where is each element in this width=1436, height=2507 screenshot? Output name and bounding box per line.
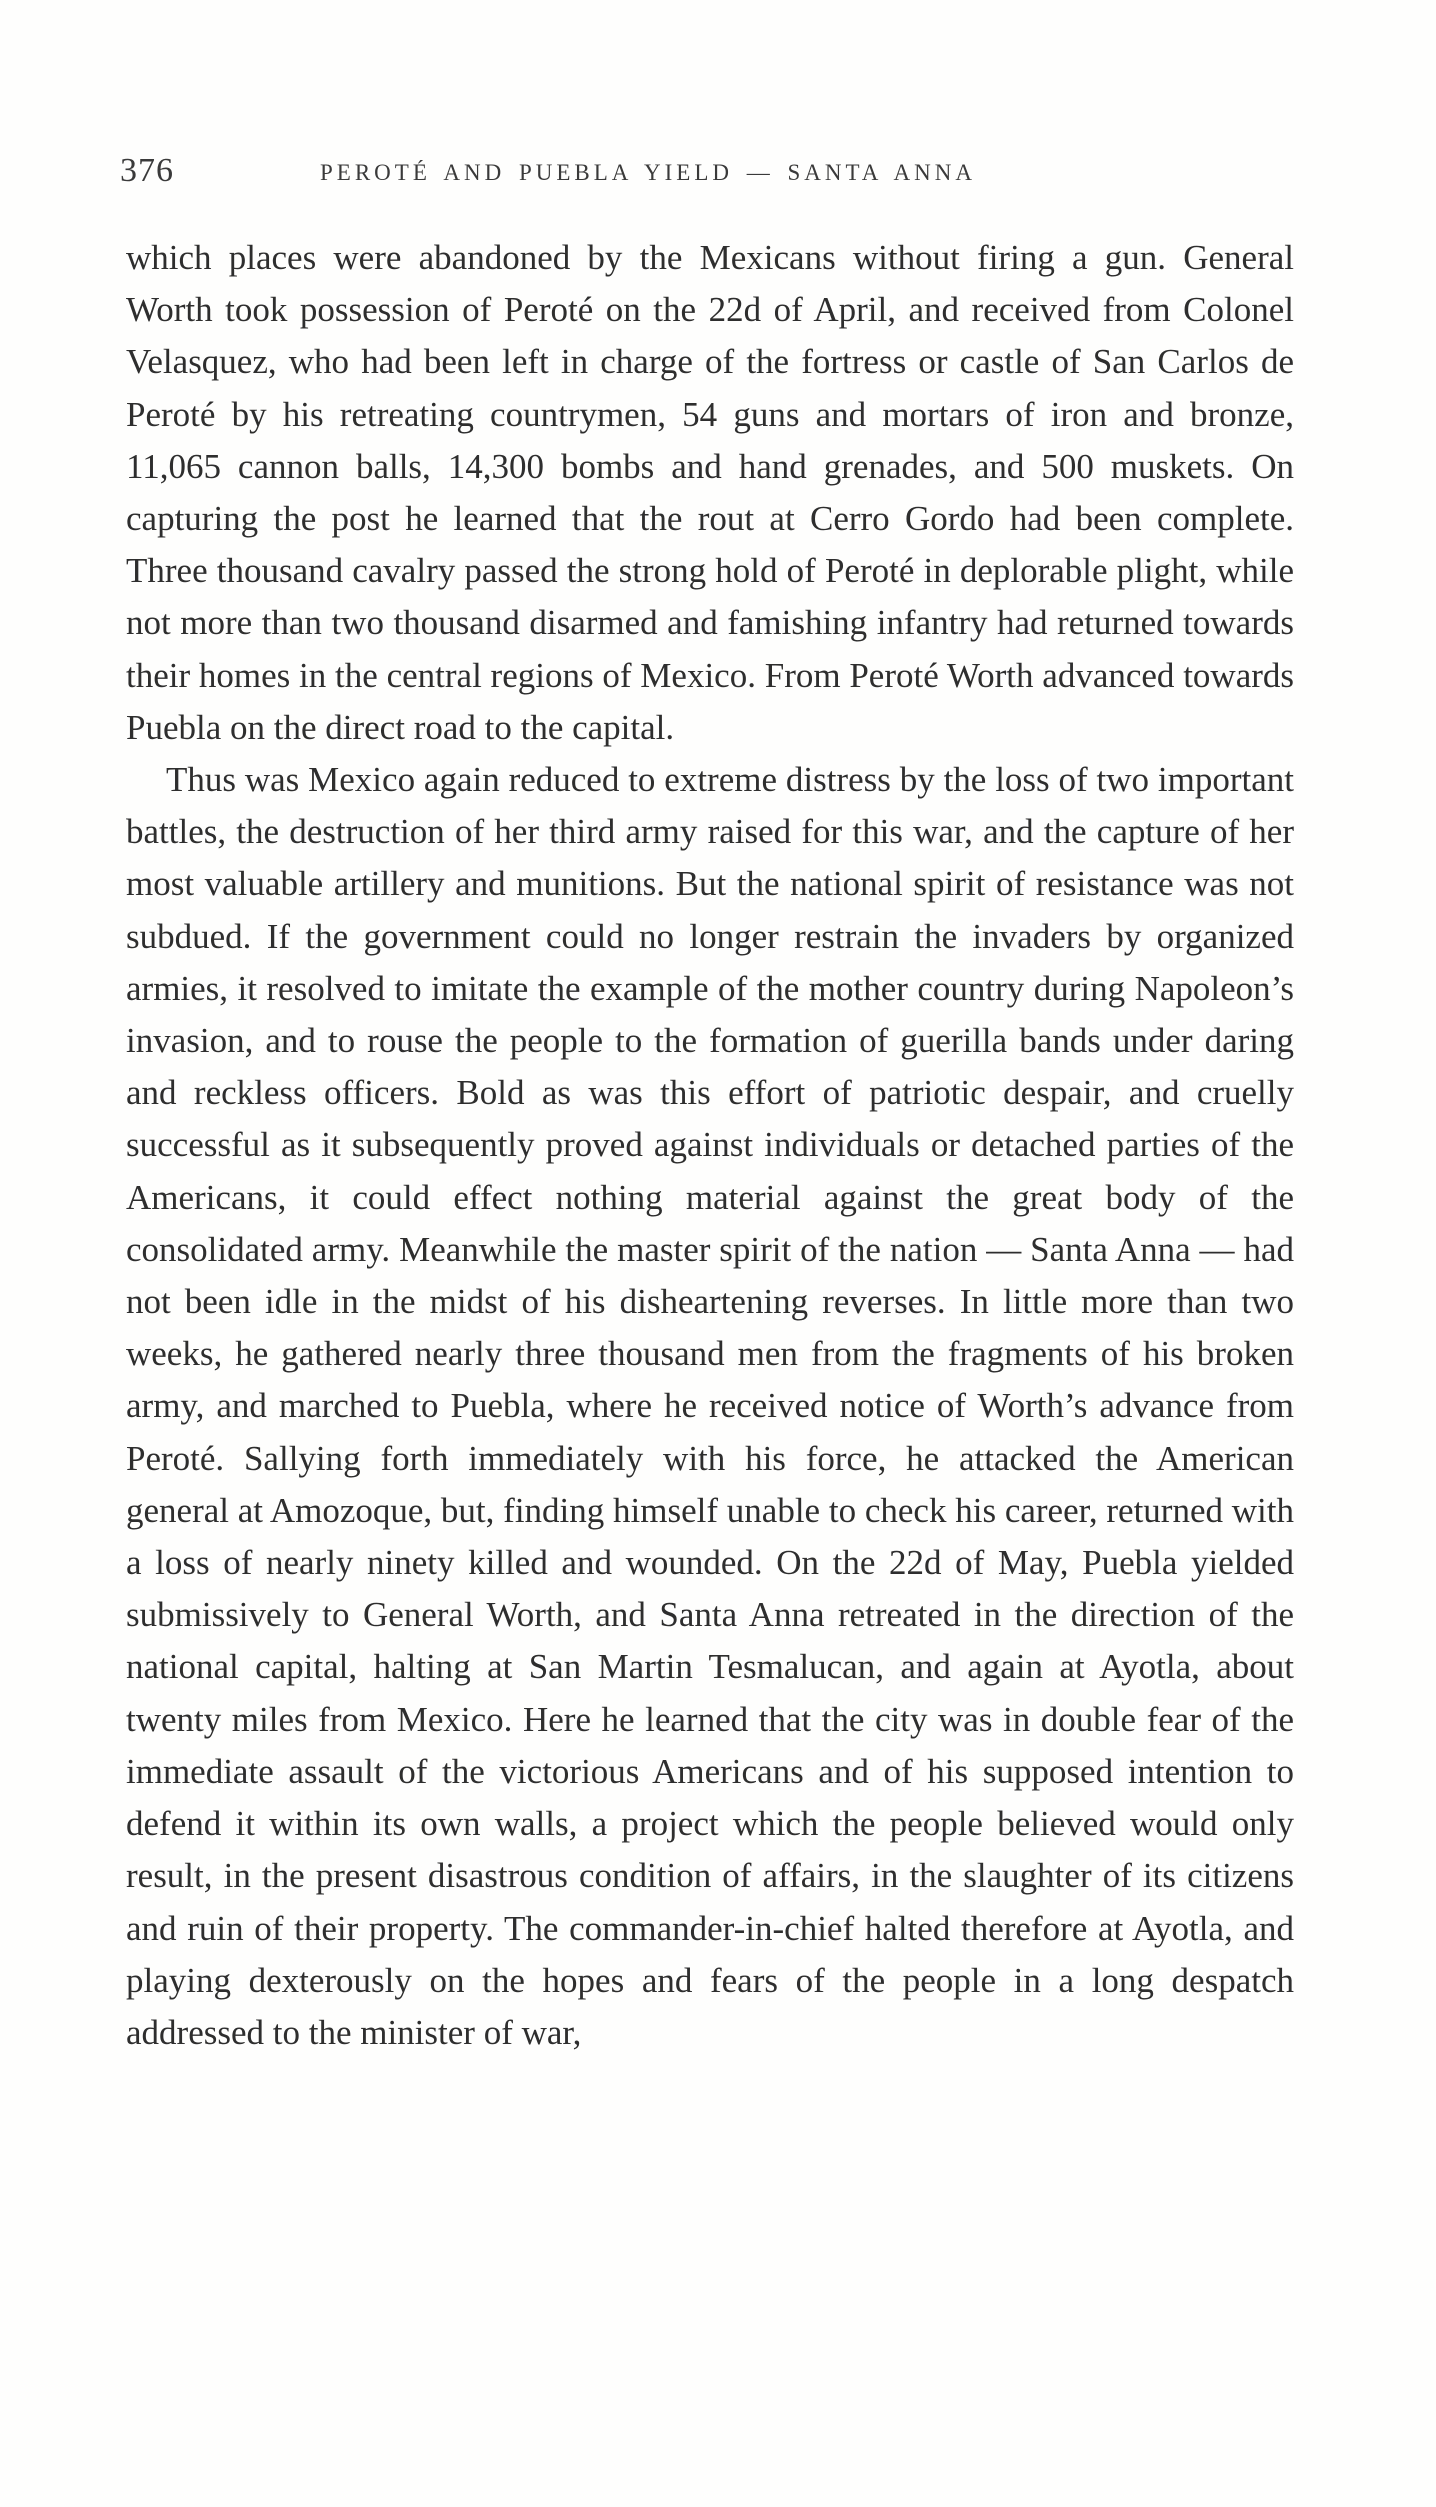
paragraph: Thus was Mexico again reduced to extreme distress by the loss of two important battles, the destruction of her third army raised for this war, and the capture of her most valuable artillery and munitions. But the national spirit of resistance was not subdued. If the government could no longer restrain the invaders by organized armies, it resolved to imitate the example of the mother country during Napoleon’s invasion, and to rouse the people to the formation of guerilla bands under daring and reckless officers. Bold as was this effort of patriotic despair, and cruelly successful as it subsequently proved against individuals or detached parties of the Americans, it could effect nothing material against the great body of the consolidated army. Meanwhile the master spirit of the nation — Santa Anna — had not been idle in the midst of his disheartening reverses. In little more than two weeks, he gathered nearly three thousand men from the fragments of his broken army, and marched to Puebla, where he received notice of Worth’s advance from Peroté. Sallying forth immediately with his force, he attacked the American general at Amozoque, but, finding himself unable to check his career, returned with a loss of nearly ninety killed and wounded. On the 22d of May, Puebla yielded submissively to General Worth, and Santa Anna retreated in the direction of the national capital, halting at San Martin Tesmalucan, and again at Ayotla, about twenty miles from Mexico. Here he learned that the city was in double fear of the immediate assault of the victorious Americans and of his supposed intention to defend it within its own walls, a project which the people believed would only result, in the present disastrous condition of affairs, in the slaughter of its citizens and ruin of their property. The commander-in-chief halted therefore at Ayotla, and playing dexterously on the hopes and fears of the people in a long despatch addressed to the minister of war, [126, 760, 1294, 2052]
running-head [120, 152, 1340, 202]
running-title: PEROTÉ AND PUEBLA YIELD — SANTA ANNA [320, 160, 976, 185]
page-number: 376 [120, 152, 174, 189]
body-text [126, 232, 1294, 2059]
paragraph-continued: which places were abandoned by the Mexicans without firing a gun. General Worth took possession of Peroté on the 22d of April, and received from Colonel Velasquez, who had been left in charge of the fortress or castle of San Carlos de Peroté by his retreating countrymen, 54 guns and mortars of iron and bronze, 11,065 cannon balls, 14,300 bombs and hand grenades, and 500 muskets. On capturing the post he learned that the rout at Cerro Gordo had been complete. Three thousand cavalry passed the strong hold of Peroté in deplorable plight, while not more than two thousand disarmed and famishing infantry had returned towards their homes in the central regions of Mexico. From Peroté Worth advanced towards Puebla on the direct road to the capital. [126, 238, 1294, 747]
